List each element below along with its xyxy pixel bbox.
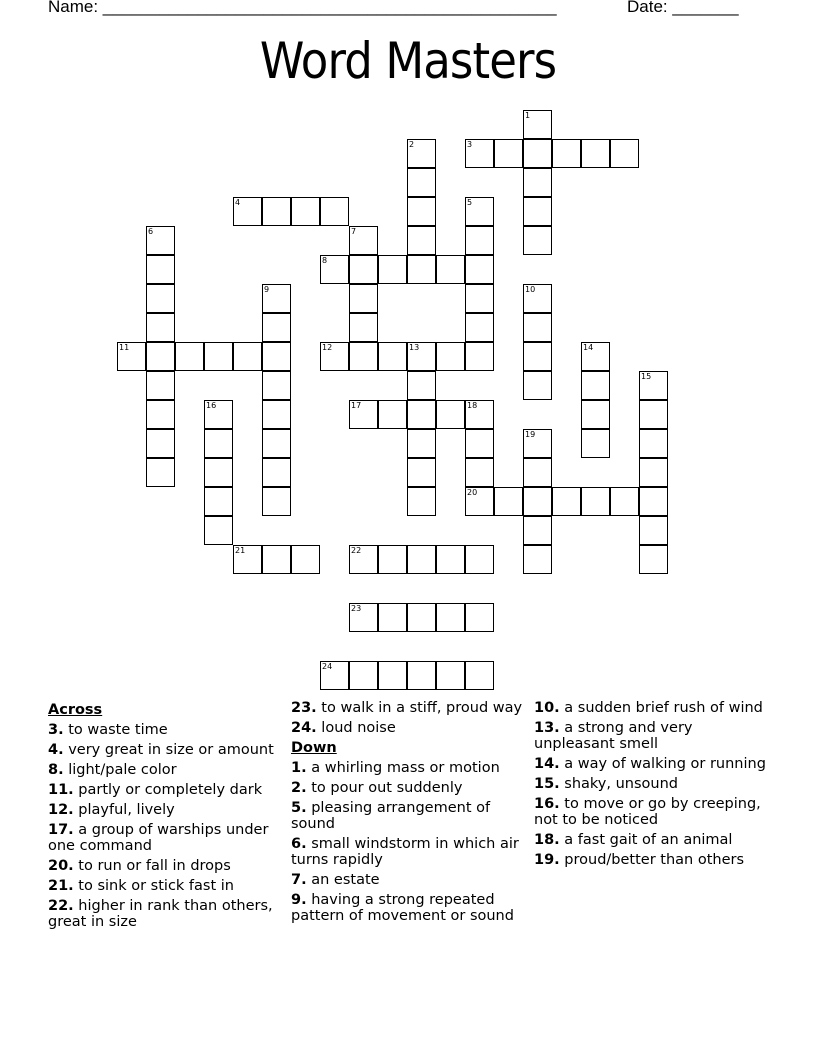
grid-cell[interactable] xyxy=(639,545,668,574)
clue-down-13 xyxy=(534,720,769,752)
grid-cell[interactable] xyxy=(523,110,552,139)
grid-cell[interactable] xyxy=(639,429,668,458)
grid-cell[interactable] xyxy=(523,284,552,313)
cell-number: 15 xyxy=(641,372,652,381)
date-field[interactable]: Date: _______ xyxy=(627,0,739,16)
clue-number: 24. xyxy=(291,720,317,736)
grid-cell[interactable] xyxy=(349,603,378,632)
cell-number: 21 xyxy=(235,546,246,555)
grid-cell[interactable] xyxy=(639,516,668,545)
grid-cell[interactable] xyxy=(262,400,291,429)
grid-cell[interactable] xyxy=(639,458,668,487)
down-heading: Down xyxy=(291,740,337,756)
grid-cell[interactable] xyxy=(639,487,668,516)
grid-cell[interactable] xyxy=(523,139,552,168)
clue-text: small windstorm in which air turns rapidly xyxy=(291,836,519,868)
grid-cell[interactable] xyxy=(465,139,494,168)
grid-cell[interactable] xyxy=(407,139,436,168)
cell-number: 8 xyxy=(322,256,328,265)
grid-cell[interactable] xyxy=(378,400,407,429)
grid-cell[interactable] xyxy=(639,371,668,400)
cell-number: 17 xyxy=(351,401,362,410)
grid-cell[interactable] xyxy=(552,487,581,516)
clue-across-11 xyxy=(48,782,283,798)
grid-cell[interactable] xyxy=(146,284,175,313)
grid-cell[interactable] xyxy=(407,603,436,632)
grid-cell[interactable] xyxy=(320,197,349,226)
grid-cell[interactable] xyxy=(465,400,494,429)
grid-cell[interactable] xyxy=(233,197,262,226)
grid-cell[interactable] xyxy=(610,139,639,168)
clue-across-23 xyxy=(291,700,526,716)
grid-cell[interactable] xyxy=(320,255,349,284)
grid-cell[interactable] xyxy=(523,197,552,226)
clue-text: proud/better than others xyxy=(559,852,745,868)
clue-text: higher in rank than others, great in size xyxy=(48,898,273,930)
clue-down-16 xyxy=(534,796,769,828)
clue-text: an estate xyxy=(306,872,380,888)
grid-cell[interactable] xyxy=(523,545,552,574)
grid-cell[interactable] xyxy=(581,371,610,400)
across-heading: Across xyxy=(48,702,103,718)
grid-cell[interactable] xyxy=(349,313,378,342)
cell-number: 5 xyxy=(467,198,473,207)
clue-text: light/pale color xyxy=(63,762,177,778)
cell-number: 4 xyxy=(235,198,241,207)
clue-number: 8. xyxy=(48,762,64,778)
grid-cell[interactable] xyxy=(494,487,523,516)
grid-cell[interactable] xyxy=(581,400,610,429)
clue-down-7 xyxy=(291,872,526,888)
grid-cell[interactable] xyxy=(465,284,494,313)
grid-cell[interactable] xyxy=(407,168,436,197)
clue-text: pleasing arrangement of sound xyxy=(291,800,491,832)
grid-cell[interactable] xyxy=(349,661,378,690)
clue-number: 10. xyxy=(534,700,560,716)
clue-text: a whirling mass or motion xyxy=(306,760,500,776)
grid-cell[interactable] xyxy=(146,371,175,400)
clue-down-10 xyxy=(534,700,769,716)
page-title: Word Masters xyxy=(259,32,557,90)
grid-cell[interactable] xyxy=(146,342,175,371)
grid-cell[interactable] xyxy=(465,197,494,226)
clue-number: 18. xyxy=(534,832,560,848)
clue-down-9 xyxy=(291,892,526,924)
grid-cell[interactable] xyxy=(262,429,291,458)
grid-cell[interactable] xyxy=(436,661,465,690)
clue-number: 19. xyxy=(534,852,560,868)
grid-cell[interactable] xyxy=(465,603,494,632)
grid-cell[interactable] xyxy=(204,342,233,371)
clue-down-19 xyxy=(534,852,769,868)
clue-number: 11. xyxy=(48,782,74,798)
grid-cell[interactable] xyxy=(581,342,610,371)
grid-cell[interactable] xyxy=(349,226,378,255)
grid-cell[interactable] xyxy=(436,545,465,574)
grid-cell[interactable] xyxy=(436,603,465,632)
clue-across-17 xyxy=(48,822,283,854)
clues-column-1 xyxy=(48,700,283,934)
grid-cell[interactable] xyxy=(465,487,494,516)
clue-down-2 xyxy=(291,780,526,796)
grid-cell[interactable] xyxy=(407,197,436,226)
grid-cell[interactable] xyxy=(262,545,291,574)
clue-number: 15. xyxy=(534,776,560,792)
clue-number: 3. xyxy=(48,722,64,738)
grid-cell[interactable] xyxy=(233,545,262,574)
grid-cell[interactable] xyxy=(465,313,494,342)
grid-cell[interactable] xyxy=(523,226,552,255)
clue-down-18 xyxy=(534,832,769,848)
grid-cell[interactable] xyxy=(494,139,523,168)
grid-cell[interactable] xyxy=(465,342,494,371)
clue-down-5 xyxy=(291,800,526,832)
clue-number: 16. xyxy=(534,796,560,812)
clue-across-24 xyxy=(291,720,526,736)
grid-cell[interactable] xyxy=(146,429,175,458)
cell-number: 6 xyxy=(148,227,154,236)
clue-text: very great in size or amount xyxy=(63,742,274,758)
clue-text: a strong and very unpleasant smell xyxy=(534,720,693,752)
clue-across-21 xyxy=(48,878,283,894)
grid-cell[interactable] xyxy=(523,342,552,371)
clue-down-6 xyxy=(291,836,526,868)
grid-cell[interactable] xyxy=(436,400,465,429)
clue-text: to waste time xyxy=(63,722,168,738)
grid-cell[interactable] xyxy=(436,255,465,284)
grid-cell[interactable] xyxy=(204,400,233,429)
grid-cell[interactable] xyxy=(204,516,233,545)
clue-across-20 xyxy=(48,858,283,874)
grid-cell[interactable] xyxy=(523,313,552,342)
cell-number: 19 xyxy=(525,430,536,439)
grid-cell[interactable] xyxy=(204,487,233,516)
grid-cell[interactable] xyxy=(523,487,552,516)
clues-column-2 xyxy=(291,700,526,928)
clue-number: 4. xyxy=(48,742,64,758)
grid-cell[interactable] xyxy=(407,487,436,516)
grid-cell[interactable] xyxy=(407,661,436,690)
grid-cell[interactable] xyxy=(378,255,407,284)
grid-cell[interactable] xyxy=(407,429,436,458)
clue-text: partly or completely dark xyxy=(73,782,263,798)
grid-cell[interactable] xyxy=(204,429,233,458)
clue-text: having a strong repeated pattern of movement or sound xyxy=(291,892,514,924)
grid-cell[interactable] xyxy=(378,603,407,632)
clue-number: 17. xyxy=(48,822,74,838)
grid-cell[interactable] xyxy=(407,255,436,284)
cell-number: 22 xyxy=(351,546,362,555)
cell-number: 18 xyxy=(467,401,478,410)
grid-cell[interactable] xyxy=(262,313,291,342)
cell-number: 2 xyxy=(409,140,415,149)
grid-cell[interactable] xyxy=(349,545,378,574)
grid-cell[interactable] xyxy=(146,400,175,429)
clue-across-3 xyxy=(48,722,283,738)
grid-cell[interactable] xyxy=(465,255,494,284)
clue-number: 5. xyxy=(291,800,307,816)
grid-cell[interactable] xyxy=(465,661,494,690)
grid-cell[interactable] xyxy=(407,342,436,371)
grid-cell[interactable] xyxy=(117,342,146,371)
clue-number: 9. xyxy=(291,892,307,908)
cell-number: 24 xyxy=(322,662,333,671)
grid-cell[interactable] xyxy=(552,139,581,168)
grid-cell[interactable] xyxy=(262,284,291,313)
clue-number: 20. xyxy=(48,858,74,874)
grid-cell[interactable] xyxy=(378,342,407,371)
grid-cell[interactable] xyxy=(320,661,349,690)
grid-cell[interactable] xyxy=(291,197,320,226)
grid-cell[interactable] xyxy=(465,545,494,574)
grid-cell[interactable] xyxy=(523,429,552,458)
clue-down-15 xyxy=(534,776,769,792)
grid-cell[interactable] xyxy=(407,226,436,255)
grid-cell[interactable] xyxy=(378,661,407,690)
grid-cell[interactable] xyxy=(523,458,552,487)
grid-cell[interactable] xyxy=(262,458,291,487)
clue-text: a fast gait of an animal xyxy=(559,832,733,848)
cell-number: 12 xyxy=(322,343,333,352)
grid-cell[interactable] xyxy=(581,487,610,516)
grid-cell[interactable] xyxy=(581,139,610,168)
clue-number: 14. xyxy=(534,756,560,772)
clues-column-3 xyxy=(534,700,769,872)
grid-cell[interactable] xyxy=(146,255,175,284)
grid-cell[interactable] xyxy=(349,342,378,371)
cell-number: 1 xyxy=(525,111,531,120)
grid-cell[interactable] xyxy=(262,197,291,226)
grid-cell[interactable] xyxy=(204,458,233,487)
grid-cell[interactable] xyxy=(320,342,349,371)
grid-cell[interactable] xyxy=(146,458,175,487)
clue-down-14 xyxy=(534,756,769,772)
grid-cell[interactable] xyxy=(523,516,552,545)
grid-cell[interactable] xyxy=(349,255,378,284)
grid-cell[interactable] xyxy=(523,371,552,400)
cell-number: 11 xyxy=(119,343,130,352)
grid-cell[interactable] xyxy=(407,400,436,429)
grid-cell[interactable] xyxy=(407,371,436,400)
clue-number: 1. xyxy=(291,760,307,776)
grid-cell[interactable] xyxy=(581,429,610,458)
grid-cell[interactable] xyxy=(349,284,378,313)
clue-across-22 xyxy=(48,898,283,930)
clue-number: 7. xyxy=(291,872,307,888)
grid-cell[interactable] xyxy=(175,342,204,371)
cell-number: 13 xyxy=(409,343,420,352)
cell-number: 10 xyxy=(525,285,536,294)
clue-number: 23. xyxy=(291,700,317,716)
grid-cell[interactable] xyxy=(436,342,465,371)
grid-cell[interactable] xyxy=(639,400,668,429)
clue-across-12 xyxy=(48,802,283,818)
grid-cell[interactable] xyxy=(610,487,639,516)
clue-text: playful, lively xyxy=(73,802,175,818)
cell-number: 7 xyxy=(351,227,357,236)
cell-number: 3 xyxy=(467,140,473,149)
clue-down-1 xyxy=(291,760,526,776)
name-field[interactable]: Name: ________________________________________________ xyxy=(48,0,557,16)
clue-number: 21. xyxy=(48,878,74,894)
grid-cell[interactable] xyxy=(262,487,291,516)
clue-text: a group of warships under one command xyxy=(48,822,269,854)
clue-text: to walk in a stiff, proud way xyxy=(316,700,523,716)
clue-text: to run or fall in drops xyxy=(73,858,231,874)
clue-text: a sudden brief rush of wind xyxy=(559,700,763,716)
grid-cell[interactable] xyxy=(146,226,175,255)
grid-cell[interactable] xyxy=(349,400,378,429)
grid-cell[interactable] xyxy=(146,313,175,342)
grid-cell[interactable] xyxy=(233,342,262,371)
clue-number: 13. xyxy=(534,720,560,736)
cell-number: 23 xyxy=(351,604,362,613)
clue-text: to move or go by creeping, not to be noticed xyxy=(534,796,761,828)
clue-number: 22. xyxy=(48,898,74,914)
clue-text: a way of walking or running xyxy=(559,756,766,772)
clue-text: to pour out suddenly xyxy=(306,780,463,796)
grid-cell[interactable] xyxy=(262,342,291,371)
cell-number: 16 xyxy=(206,401,217,410)
grid-cell[interactable] xyxy=(407,545,436,574)
grid-cell[interactable] xyxy=(465,458,494,487)
clue-across-8 xyxy=(48,762,283,778)
grid-cell[interactable] xyxy=(291,545,320,574)
clue-number: 2. xyxy=(291,780,307,796)
grid-cell[interactable] xyxy=(407,458,436,487)
grid-cell[interactable] xyxy=(378,545,407,574)
clue-text: shaky, unsound xyxy=(559,776,678,792)
grid-cell[interactable] xyxy=(262,371,291,400)
grid-cell[interactable] xyxy=(465,429,494,458)
clue-number: 6. xyxy=(291,836,307,852)
grid-cell[interactable] xyxy=(465,226,494,255)
cell-number: 14 xyxy=(583,343,594,352)
clue-text: loud noise xyxy=(316,720,396,736)
clue-number: 12. xyxy=(48,802,74,818)
grid-cell[interactable] xyxy=(523,168,552,197)
cell-number: 20 xyxy=(467,488,478,497)
cell-number: 9 xyxy=(264,285,270,294)
clue-across-4 xyxy=(48,742,283,758)
clue-text: to sink or stick fast in xyxy=(73,878,234,894)
